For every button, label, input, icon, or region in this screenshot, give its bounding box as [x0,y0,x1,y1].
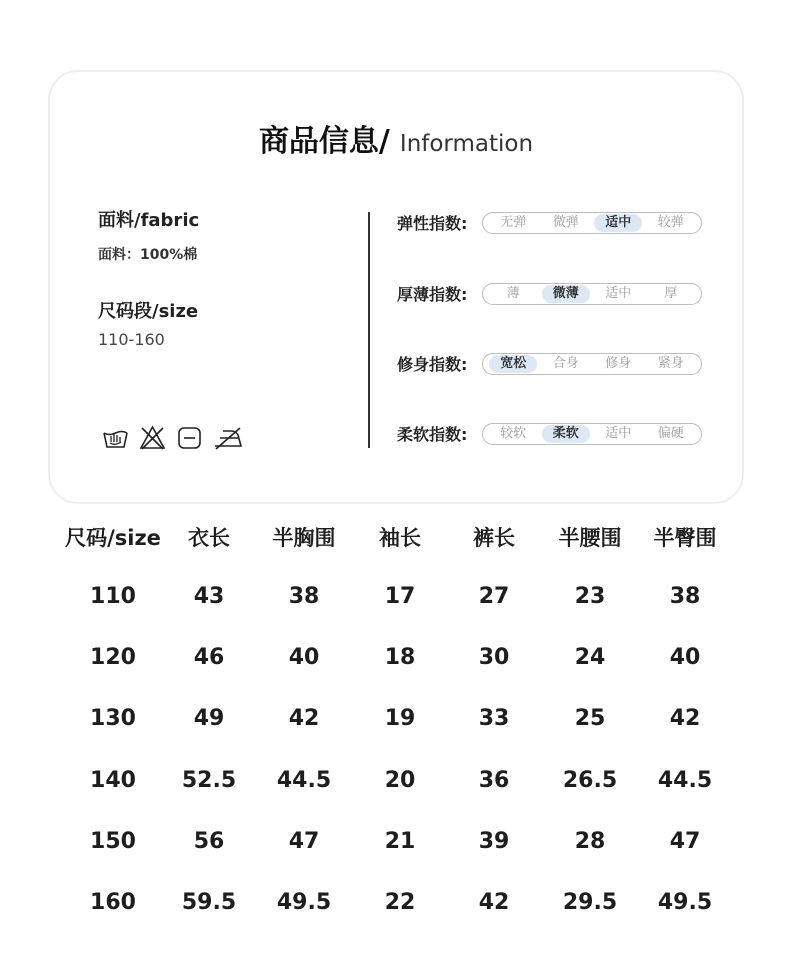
table-header-cell: 袖长 [379,526,421,550]
table-cell: 49.5 [657,890,713,915]
table-cell: 40 [288,645,320,670]
rating-option: 柔软 [542,425,590,443]
table-cell: 18 [384,645,416,670]
table-cell: 40 [669,645,701,670]
table-row [0,768,790,808]
rating-label: 柔软指数: [397,425,468,444]
fabric-value: 面料：100%棉 [98,247,198,263]
table-header-cell: 半腰围 [558,526,622,550]
table-cell: 52.5 [181,768,237,793]
rating-scale [482,353,702,375]
table-cell: 23 [574,584,606,609]
table-cell: 42 [288,706,320,731]
table-cell: 49.5 [276,890,332,915]
table-cell: 140 [90,768,136,793]
table-cell: 44.5 [657,768,713,793]
rating-label: 弹性指数: [397,214,468,233]
title-zh: 商品信息/ [258,124,390,159]
rating-option: 无弹 [500,214,527,230]
rating-option: 适中 [605,425,632,441]
table-cell: 42 [478,890,510,915]
rating-label: 厚薄指数: [397,285,468,304]
table-row [0,584,790,624]
fabric-label: 面料/fabric [98,210,200,231]
rating-option: 薄 [506,285,520,301]
table-cell: 33 [478,706,510,731]
rating-label: 修身指数: [397,355,468,374]
table-cell: 28 [574,829,606,854]
table-header-cell: 尺码/size [65,526,161,550]
table-cell: 47 [288,829,320,854]
rating-scale [482,283,702,305]
table-header-cell: 半胸围 [272,526,336,550]
table-cell: 30 [478,645,510,670]
rating-option: 修身 [605,355,632,371]
table-cell: 49 [193,706,225,731]
size-value: 110-160 [98,330,165,349]
table-cell: 160 [90,890,136,915]
rating-softness [397,422,702,445]
table-cell: 21 [384,829,416,854]
table-cell: 59.5 [181,890,237,915]
table-cell: 24 [574,645,606,670]
tumble-dry-icon [176,424,203,451]
table-header-cell: 半臀围 [653,526,717,550]
product-info-card [48,70,744,504]
rating-option: 偏硬 [657,425,684,441]
table-row [0,645,790,685]
table-row [0,829,790,869]
table-cell: 130 [90,706,136,731]
table-cell: 38 [288,584,320,609]
no-bleach-icon [139,424,166,451]
table-cell: 20 [384,768,416,793]
rating-option: 较软 [500,425,527,441]
table-cell: 56 [193,829,225,854]
title-en: Information [399,131,534,157]
table-cell: 46 [193,645,225,670]
table-header-cell: 裤长 [473,526,515,550]
hand-wash-icon [102,424,129,451]
table-cell: 44.5 [276,768,332,793]
table-cell: 25 [574,706,606,731]
table-cell: 110 [90,584,136,609]
rating-option: 宽松 [489,355,537,373]
rating-option: 较弹 [657,214,684,230]
rating-fit [397,352,702,375]
table-cell: 29.5 [562,890,618,915]
table-cell: 43 [193,584,225,609]
rating-option: 微弹 [552,214,579,230]
table-cell: 17 [384,584,416,609]
table-header-cell: 衣长 [188,526,230,550]
rating-option: 紧身 [657,355,684,371]
rating-option: 微薄 [542,285,590,303]
table-cell: 38 [669,584,701,609]
vertical-divider [368,212,370,448]
table-header [0,522,790,562]
table-cell: 120 [90,645,136,670]
care-icons [102,424,240,451]
table-cell: 26.5 [562,768,618,793]
table-cell: 36 [478,768,510,793]
table-cell: 27 [478,584,510,609]
table-cell: 19 [384,706,416,731]
table-cell: 39 [478,829,510,854]
rating-option: 合身 [552,355,579,371]
rating-thickness [397,282,702,305]
rating-elasticity [397,211,702,234]
rating-option: 适中 [594,214,642,232]
no-iron-icon [213,424,240,451]
rating-scale [482,423,702,445]
table-row [0,890,790,930]
table-cell: 22 [384,890,416,915]
rating-option: 厚 [664,285,678,301]
table-cell: 42 [669,706,701,731]
card-title [50,116,742,160]
table-cell: 150 [90,829,136,854]
table-cell: 47 [669,829,701,854]
rating-option: 适中 [605,285,632,301]
rating-scale [482,212,702,234]
table-row [0,706,790,746]
size-label: 尺码段/size [98,301,199,322]
